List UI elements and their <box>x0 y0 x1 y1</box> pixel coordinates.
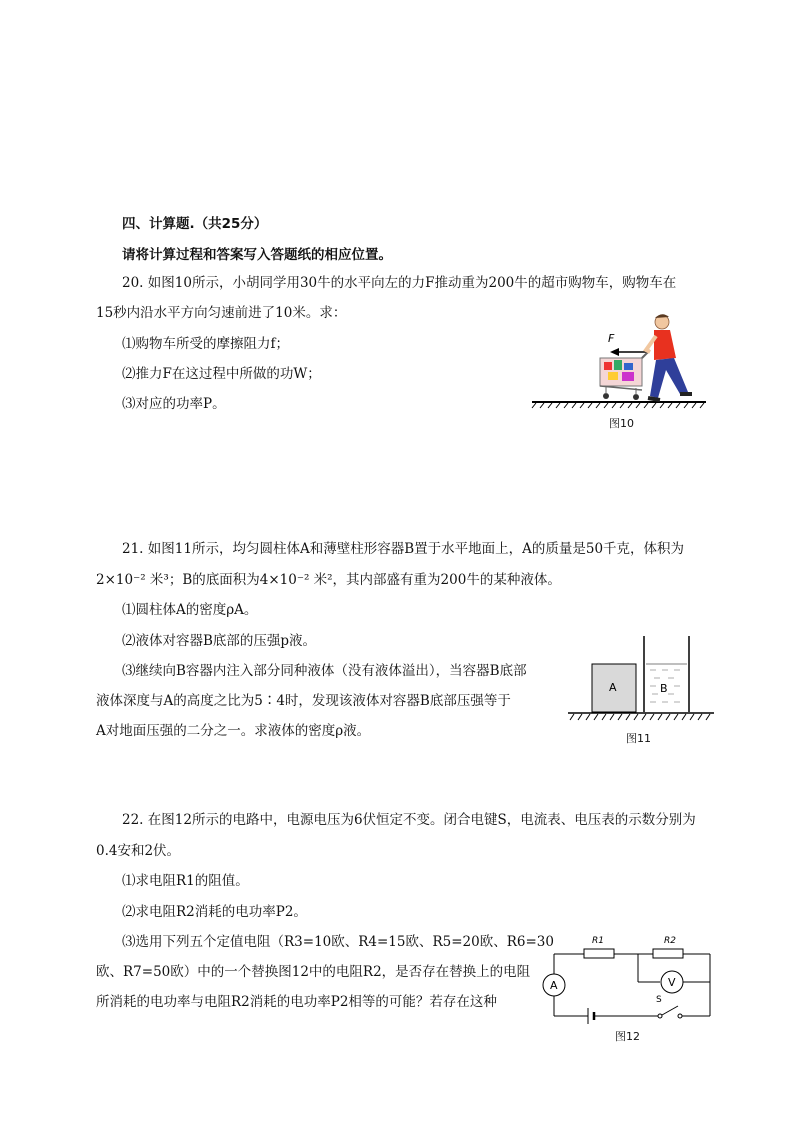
person-icon <box>646 314 692 400</box>
q20-part1: ⑴购物车所受的摩擦阻力f； <box>122 336 289 352</box>
q21-line2: 2×10⁻² 米³；B的底面积为4×10⁻² 米²，其内部盛有重为200牛的某种液体。 <box>96 572 561 588</box>
q20-part3: ⑶对应的功率P。 <box>122 396 226 412</box>
section-heading: 四、计算题.（共25分） <box>122 216 268 232</box>
q22-line1: 22. 在图12所示的电路中，电源电压为6伏恒定不变。闭合电键S，电流表、电压表的示数分别为 <box>122 812 696 828</box>
label-a: A <box>609 681 617 694</box>
figure-12 <box>540 924 716 1024</box>
q22-part3-line1: ⑶选用下列五个定值电阻（R3=10欧、R4=15欧、R5=20欧、R6=30 <box>122 934 554 950</box>
label-r1: R1 <box>592 936 604 946</box>
figure-12-caption: 图12 <box>615 1030 640 1043</box>
q22-part3-line3: 所消耗的电功率与电阻R2消耗的电功率P2相等的可能？若存在这种 <box>96 994 497 1010</box>
shopping-cart-icon <box>600 350 650 400</box>
figure-11 <box>568 636 714 722</box>
q22-line2: 0.4安和2伏。 <box>96 843 181 859</box>
q21-part3-line3: A对地面压强的二分之一。求液体的密度ρ液。 <box>96 723 371 739</box>
switch-label: S <box>656 995 662 1005</box>
section-instruction: 请将计算过程和答案写入答题纸的相应位置。 <box>122 247 392 263</box>
label-r2: R2 <box>664 936 676 946</box>
q22-part1: ⑴求电阻R1的阻值。 <box>122 873 249 889</box>
q21-line1: 21. 如图11所示，均匀圆柱体A和薄壁柱形容器B置于水平地面上，A的质量是50千克，体积为 <box>122 541 685 557</box>
figure-10 <box>530 308 710 408</box>
q20-line1: 20. 如图10所示，小胡同学用30牛的水平向左的力F推动重为200牛的超市购物车，购物车在 <box>122 275 677 291</box>
ammeter-icon: A <box>550 979 558 992</box>
figure-11-caption: 图11 <box>626 732 651 745</box>
voltmeter-icon: V <box>668 976 676 989</box>
force-label: F <box>608 332 615 345</box>
q21-part2: ⑵液体对容器B底部的压强p液。 <box>122 633 317 649</box>
figure-10-caption: 图10 <box>609 417 634 430</box>
q20-part2: ⑵推力F在这过程中所做的功W； <box>122 366 321 382</box>
q22-part2: ⑵求电阻R2消耗的电功率P2。 <box>122 904 307 920</box>
q22-part3-line2: 欧、R7=50欧）中的一个替换图12中的电阻R2，是否存在替换上的电阻 <box>96 964 531 980</box>
q21-part3-line1: ⑶继续向B容器内注入部分同种液体（没有液体溢出），当容器B底部 <box>122 663 527 679</box>
q21-part3-line2: 液体深度与A的高度之比为5∶4时，发现该液体对容器B底部压强等于 <box>96 693 511 709</box>
q20-line2: 15秒内沿水平方向匀速前进了10米。求： <box>96 305 347 321</box>
label-b: B <box>660 682 668 695</box>
q21-part1: ⑴圆柱体A的密度ρA。 <box>122 602 258 618</box>
